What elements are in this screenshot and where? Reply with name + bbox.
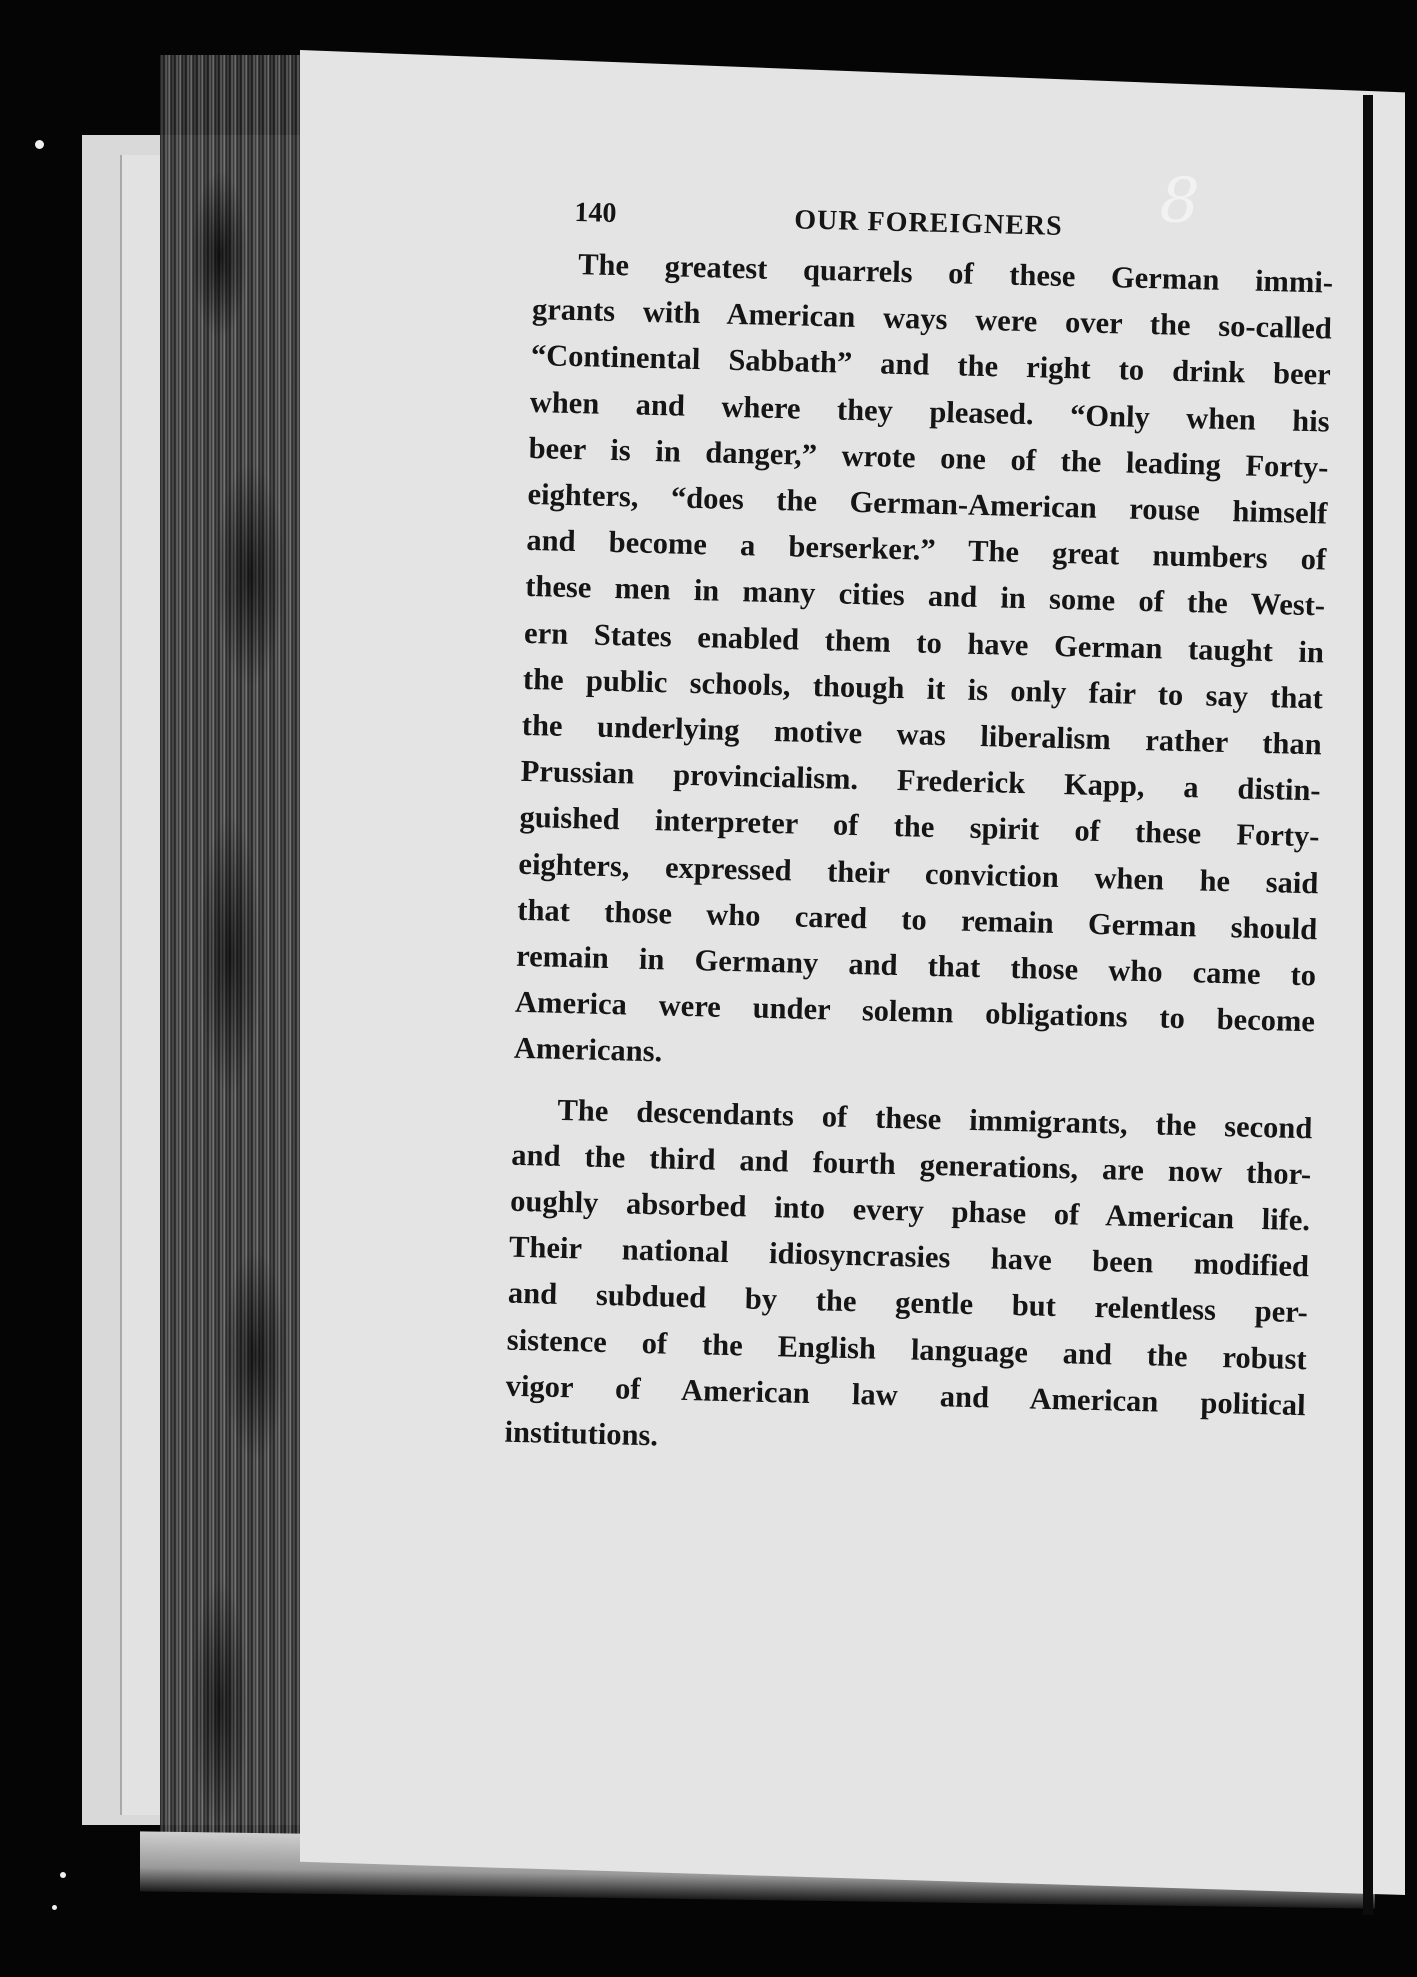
text-line: sistence of the English language and the robust — [506, 1322, 1308, 1376]
text-line: Their national idiosyncrasies have been modified — [508, 1229, 1310, 1284]
paragraph-1 — [513, 240, 1333, 1091]
text-line: eighters, “does the German-American rouse himself — [527, 476, 1328, 531]
text-line: America were under solemn obligations to become — [514, 985, 1316, 1039]
text-line: remain in Germany and that those who came to — [515, 938, 1317, 993]
text-block — [504, 163, 1335, 1474]
text-line: grants with American ways were over the so-called — [531, 292, 1333, 346]
running-title: OUR FOREIGNERS — [793, 204, 1064, 242]
paragraph-2 — [504, 1085, 1313, 1474]
text-line: Americans. — [513, 1031, 663, 1069]
text-line: the public schools, though it is only fair to say that — [522, 661, 1324, 716]
text-line: eighters, expressed their conviction when he said — [518, 846, 1319, 900]
text-line: the underlying motive was liberalism rather than — [521, 707, 1323, 762]
text-line: ern States enabled them to have German taught in — [523, 615, 1325, 670]
gutter-shadow — [160, 55, 310, 1870]
speck — [60, 1872, 66, 1878]
text-line: “Continental Sabbath” and the right to drink beer — [530, 338, 1332, 392]
speck — [35, 140, 44, 149]
speck — [52, 1905, 57, 1910]
text-line: The descendants of these immigrants, the second — [557, 1092, 1313, 1145]
text-line: oughly absorbed into every phase of American life. — [509, 1183, 1311, 1238]
page-right-shadow — [1363, 95, 1373, 1915]
text-line: Prussian provincialism. Frederick Kapp, a distin- — [520, 754, 1321, 808]
page-number: 140 — [574, 196, 617, 229]
text-line: vigor of American law and American political — [505, 1368, 1306, 1423]
text-line: institutions. — [504, 1414, 659, 1453]
text-line: and become a berserker.” The great numbers of — [526, 523, 1327, 577]
text-line: guished interpreter of the spirit of these Forty- — [519, 800, 1320, 854]
text-line: when and where they pleased. “Only when his — [529, 384, 1331, 439]
text-line: these men in many cities and in some of the West- — [524, 569, 1326, 623]
text-line: that those who cared to remain German should — [516, 892, 1318, 947]
text-line: beer is in danger,” wrote one of the leading Forty- — [528, 430, 1329, 485]
back-sheet-fold — [120, 155, 162, 1815]
text-line: and the third and fourth generations, are now thor- — [511, 1137, 1312, 1192]
text-line: and subdued by the gentle but relentless per- — [507, 1276, 1309, 1330]
text-line: The greatest quarrels of these German immi- — [577, 247, 1334, 300]
handwritten-mark: 8 — [1159, 163, 1201, 238]
